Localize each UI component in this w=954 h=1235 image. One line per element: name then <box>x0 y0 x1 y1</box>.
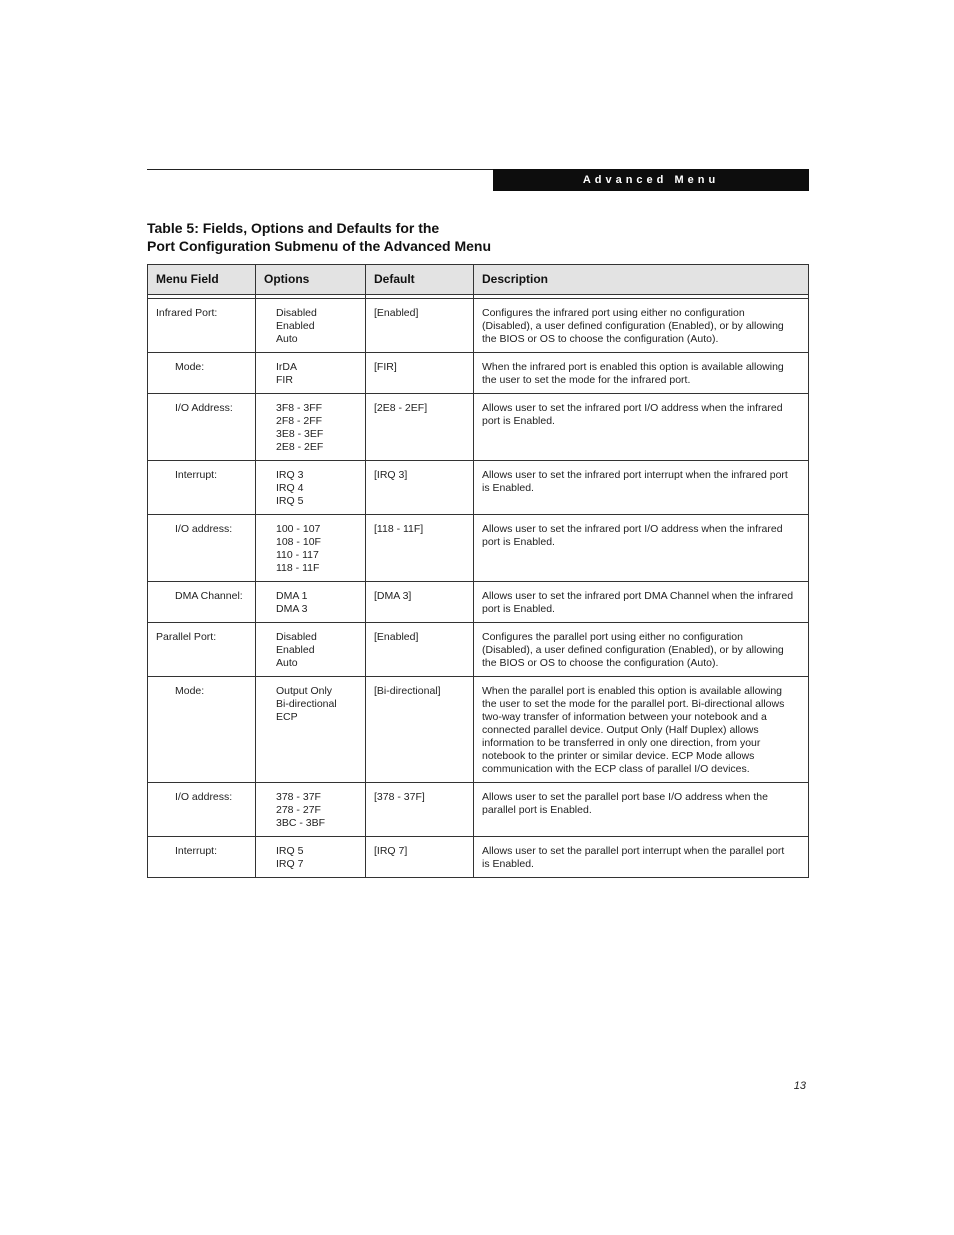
option-value: 3E8 - 3EF <box>276 428 324 440</box>
options-cell <box>256 515 366 582</box>
option-value: Enabled <box>276 320 315 332</box>
default-cell: [378 - 37F] <box>366 783 474 837</box>
menu-field-cell: I/O address: <box>148 515 256 582</box>
option-value: IrDA <box>276 361 297 373</box>
option-value: IRQ 3 <box>276 469 304 481</box>
menu-field-cell: Interrupt: <box>148 461 256 515</box>
option-value: ECP <box>276 711 298 723</box>
option-value: 3F8 - 3FF <box>276 402 323 414</box>
description-cell: When the infrared port is enabled this option is available allowing the user to set the mode for the infrared port. <box>474 353 809 394</box>
table-row <box>148 582 809 623</box>
default-cell: [IRQ 3] <box>366 461 474 515</box>
default-cell: [FIR] <box>366 353 474 394</box>
menu-field-cell: Parallel Port: <box>148 623 256 677</box>
menu-field-cell: I/O address: <box>148 783 256 837</box>
option-value: 2E8 - 2EF <box>276 441 324 453</box>
menu-field-cell: DMA Channel: <box>148 582 256 623</box>
description-cell: Allows user to set the parallel port base I/O address when the parallel port is Enabled. <box>474 783 809 837</box>
table-row <box>148 299 809 353</box>
default-cell: [Bi-directional] <box>366 677 474 783</box>
default-cell: [118 - 11F] <box>366 515 474 582</box>
options-cell <box>256 582 366 623</box>
option-value: 2F8 - 2FF <box>276 415 323 427</box>
menu-field-cell: I/O Address: <box>148 394 256 461</box>
menu-field-cell: Mode: <box>148 677 256 783</box>
header-rule <box>147 169 493 170</box>
option-value: 278 - 27F <box>276 804 321 816</box>
default-cell: [DMA 3] <box>366 582 474 623</box>
column-header-menu-field: Menu Field <box>148 265 256 295</box>
page-number: 13 <box>793 1080 806 1092</box>
option-value: Disabled <box>276 631 317 643</box>
description-cell: Allows user to set the infrared port DMA Channel when the infrared port is Enabled. <box>474 582 809 623</box>
option-value: DMA 1 <box>276 590 308 602</box>
description-cell: Allows user to set the parallel port interrupt when the parallel port is Enabled. <box>474 837 809 878</box>
option-value: Auto <box>276 333 298 345</box>
option-value: Enabled <box>276 644 315 656</box>
option-value: Disabled <box>276 307 317 319</box>
default-cell: [IRQ 7] <box>366 837 474 878</box>
default-cell: [2E8 - 2EF] <box>366 394 474 461</box>
table-title-line-1: Table 5: Fields, Options and Defaults for the <box>147 220 440 236</box>
table-body <box>148 295 809 878</box>
option-value: 118 - 11F <box>276 562 320 574</box>
table-row <box>148 394 809 461</box>
option-value: 100 - 107 <box>276 523 321 535</box>
table-title <box>147 219 747 255</box>
menu-field-cell: Infrared Port: <box>148 299 256 353</box>
table-row <box>148 837 809 878</box>
description-cell: Allows user to set the infrared port I/O address when the infrared port is Enabled. <box>474 515 809 582</box>
option-value: Bi-directional <box>276 698 337 710</box>
options-cell <box>256 394 366 461</box>
table-row <box>148 515 809 582</box>
options-cell <box>256 353 366 394</box>
options-cell <box>256 299 366 353</box>
menu-field-cell: Mode: <box>148 353 256 394</box>
table-header-row <box>148 265 809 295</box>
section-header: Advanced Menu <box>493 169 809 191</box>
option-value: IRQ 5 <box>276 495 304 507</box>
option-value: 3BC - 3BF <box>276 817 326 829</box>
column-header-description: Description <box>474 265 809 295</box>
port-configuration-table <box>147 264 809 878</box>
option-value: IRQ 5 <box>276 845 304 857</box>
option-value: 378 - 37F <box>276 791 321 803</box>
option-value: Auto <box>276 657 298 669</box>
default-cell: [Enabled] <box>366 299 474 353</box>
description-cell: Configures the parallel port using either no configuration (Disabled), a user defined configuration (Enabled), or by allowing the BIOS or OS to choose the configuration (Auto). <box>474 623 809 677</box>
option-value: FIR <box>276 374 293 386</box>
option-value: Output Only <box>276 685 333 697</box>
column-header-default: Default <box>366 265 474 295</box>
options-cell <box>256 461 366 515</box>
table-row <box>148 623 809 677</box>
table-row <box>148 461 809 515</box>
description-cell: When the parallel port is enabled this option is available allowing the user to set the mode for the parallel port. Bi-directional allows two-way transfer of information between your notebook and a connected parallel device. Output Only (Half Duplex) allows information to be transferred in only one direction, from your notebook to the printer or similar device. ECP Mode allows communication with the ECP class of parallel I/O devices. <box>474 677 809 783</box>
description-cell: Allows user to set the infrared port I/O address when the infrared port is Enabled. <box>474 394 809 461</box>
options-cell <box>256 623 366 677</box>
option-value: 108 - 10F <box>276 536 321 548</box>
options-cell <box>256 677 366 783</box>
option-value: IRQ 4 <box>276 482 304 494</box>
table-row <box>148 677 809 783</box>
option-value: DMA 3 <box>276 603 308 615</box>
options-cell <box>256 837 366 878</box>
menu-field-cell: Interrupt: <box>148 837 256 878</box>
options-cell <box>256 783 366 837</box>
table-row <box>148 353 809 394</box>
table-title-line-2: Port Configuration Submenu of the Advanced Menu <box>147 238 492 254</box>
description-cell: Configures the infrared port using either no configuration (Disabled), a user defined configuration (Enabled), or by allowing the BIOS or OS to choose the configuration (Auto). <box>474 299 809 353</box>
column-header-options: Options <box>256 265 366 295</box>
table-row <box>148 783 809 837</box>
default-cell: [Enabled] <box>366 623 474 677</box>
option-value: 110 - 117 <box>276 549 319 561</box>
option-value: IRQ 7 <box>276 858 304 870</box>
description-cell: Allows user to set the infrared port interrupt when the infrared port is Enabled. <box>474 461 809 515</box>
